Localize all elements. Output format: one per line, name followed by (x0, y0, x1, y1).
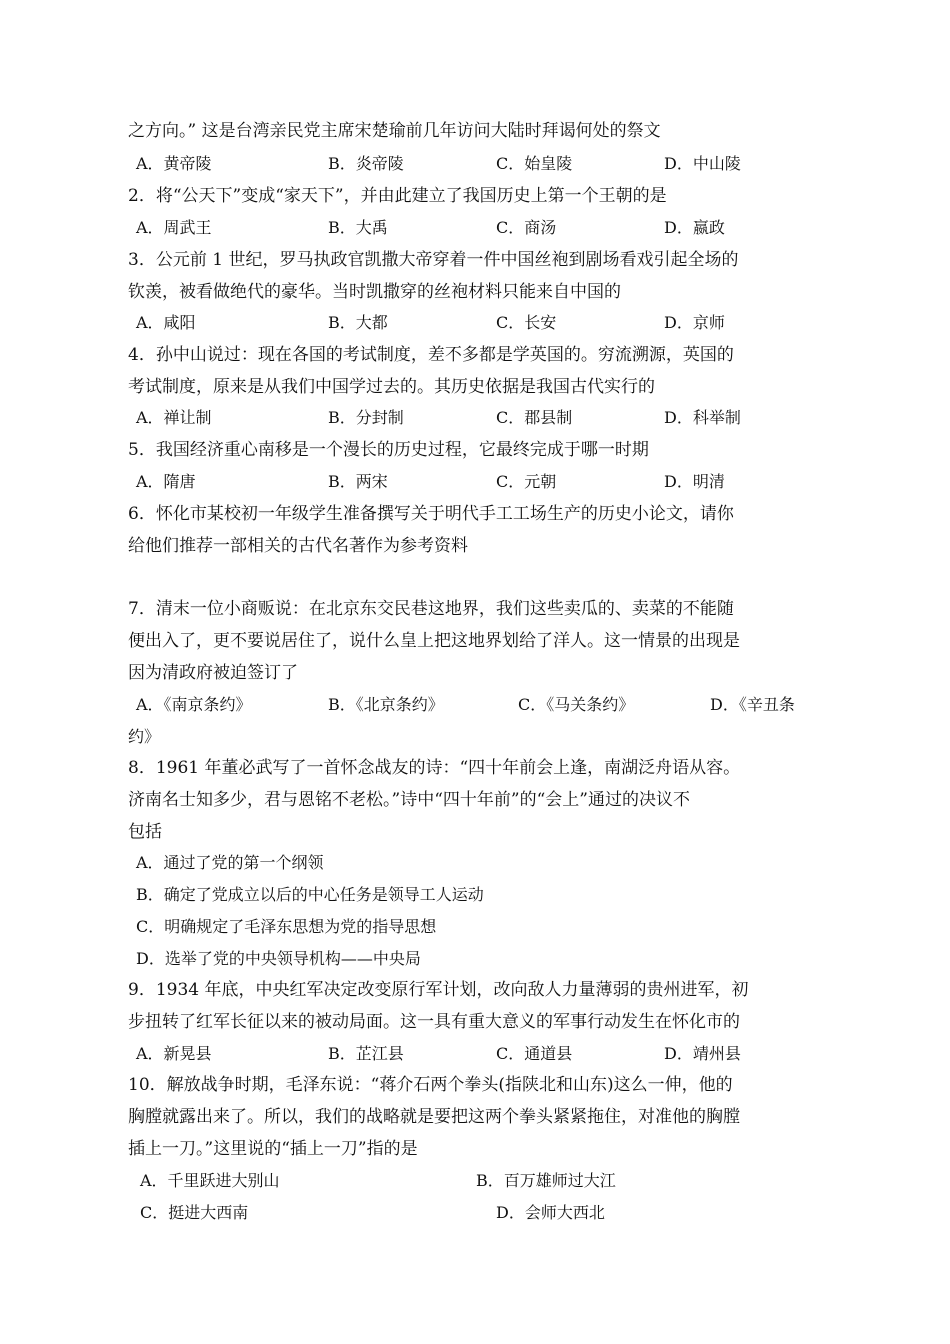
q8-stem-line-2: 济南名士知多少，君与恩铭不老松。”诗中“四十年前”的“会上”通过的决议不 (128, 790, 690, 810)
q8-stem-line-1: 8．1961 年董必武写了一首怀念战友的诗：“四十年前会上逢，南湖泛舟语从容。 (128, 758, 741, 778)
q7-stem-line-3: 因为清政府被迫签订了 (128, 663, 298, 683)
q6-stem-line-2: 给他们推荐一部相关的古代名著作为参考资料 (128, 536, 468, 556)
q10-option-c: C．挺进大西南 (140, 1203, 249, 1222)
q6-stem-line-1: 6．怀化市某校初一年级学生准备撰写关于明代手工工场生产的历史小论文，请你 (128, 504, 734, 524)
q1-option-d: D．中山陵 (664, 154, 741, 173)
q10-stem-line-2: 胸膛就露出来了。所以，我们的战略就是要把这两个拳头紧紧拖住，对准他的胸膛 (128, 1107, 740, 1127)
q2-option-a: A．周武王 (136, 218, 212, 237)
q7-option-c: C．《马关条约》 (518, 695, 635, 714)
q5-option-d: D．明清 (664, 472, 725, 491)
q10-option-d: D．会师大西北 (496, 1203, 605, 1222)
q8-option-a: A．通过了党的第一个纲领 (136, 853, 324, 872)
q8-stem-line-3: 包括 (128, 822, 162, 842)
q3-stem-line-2: 钦羡，被看做绝代的豪华。当时凯撒穿的丝袍材料只能来自中国的 (128, 282, 621, 302)
q7-option-a: A．《南京条约》 (136, 695, 252, 714)
q4-stem-line-2: 考试制度，原来是从我们中国学过去的。其历史依据是我国古代实行的 (128, 377, 655, 397)
q2-option-b: B．大禹 (328, 218, 388, 237)
q9-stem-line-2: 步扭转了红军长征以来的被动局面。这一具有重大意义的军事行动发生在怀化市的 (128, 1012, 740, 1032)
q8-option-d: D．选举了党的中央领导机构——中央局 (136, 949, 421, 968)
q4-stem-line-1: 4．孙中山说过：现在各国的考试制度，差不多都是学英国的。穷流溯源，英国的 (128, 345, 734, 365)
q10-option-b: B．百万雄师过大江 (476, 1171, 616, 1190)
q8-option-b: B．确定了党成立以后的中心任务是领导工人运动 (136, 885, 484, 904)
q4-option-d: D．科举制 (664, 408, 741, 427)
q7-option-b: B．《北京条约》 (328, 695, 444, 714)
q2-stem: 2．将“公天下”变成“家天下”，并由此建立了我国历史上第一个王朝的是 (128, 186, 667, 206)
q8-option-c: C．明确规定了毛泽东思想为党的指导思想 (136, 917, 437, 936)
q7-option-d-continued: 约》 (128, 727, 161, 746)
q9-option-d: D．靖州县 (664, 1044, 741, 1063)
q7-stem-line-2: 便出入了，更不要说居住了，说什么皇上把这地界划给了洋人。这一情景的出现是 (128, 631, 740, 651)
q7-stem-line-1: 7．清末一位小商贩说：在北京东交民巷这地界，我们这些卖瓜的、卖菜的不能随 (128, 599, 734, 619)
q5-stem: 5．我国经济重心南移是一个漫长的历史过程，它最终完成于哪一时期 (128, 440, 649, 460)
q3-option-b: B．大都 (328, 313, 388, 332)
q10-option-a: A．千里跃进大别山 (140, 1171, 280, 1190)
q3-option-d: D．京师 (664, 313, 725, 332)
q1-option-b: B．炎帝陵 (328, 154, 404, 173)
q1-option-c: C．始皇陵 (496, 154, 573, 173)
q9-option-c: C．通道县 (496, 1044, 573, 1063)
q9-option-b: B．芷江县 (328, 1044, 404, 1063)
q5-option-c: C．元朝 (496, 472, 557, 491)
q5-option-b: B．两宋 (328, 472, 388, 491)
q2-option-c: C．商汤 (496, 218, 557, 237)
q4-option-a: A．禅让制 (136, 408, 212, 427)
q9-stem-line-1: 9．1934 年底，中央红军决定改变原行军计划，改向敌人力量薄弱的贵州进军，初 (128, 980, 749, 1000)
intro-text: 之方向。” 这是台湾亲民党主席宋楚瑜前几年访问大陆时拜谒何处的祭文 (128, 121, 661, 141)
q5-option-a: A．隋唐 (136, 472, 196, 491)
q4-option-c: C．郡县制 (496, 408, 573, 427)
q10-stem-line-3: 插上一刀。”这里说的“插上一刀”指的是 (128, 1139, 418, 1159)
q3-stem-line-1: 3．公元前 1 世纪，罗马执政官凯撒大帝穿着一件中国丝袍到剧场看戏引起全场的 (128, 250, 739, 270)
q2-option-d: D．嬴政 (664, 218, 725, 237)
q4-option-b: B．分封制 (328, 408, 404, 427)
q3-option-a: A．咸阳 (136, 313, 196, 332)
q9-option-a: A．新晃县 (136, 1044, 212, 1063)
q1-option-a: A．黄帝陵 (136, 154, 212, 173)
q10-stem-line-1: 10．解放战争时期，毛泽东说：“蒋介石两个拳头(指陕北和山东)这么一伸，他的 (128, 1075, 733, 1095)
q3-option-c: C．长安 (496, 313, 557, 332)
q7-option-d: D．《辛丑条 (710, 695, 795, 714)
